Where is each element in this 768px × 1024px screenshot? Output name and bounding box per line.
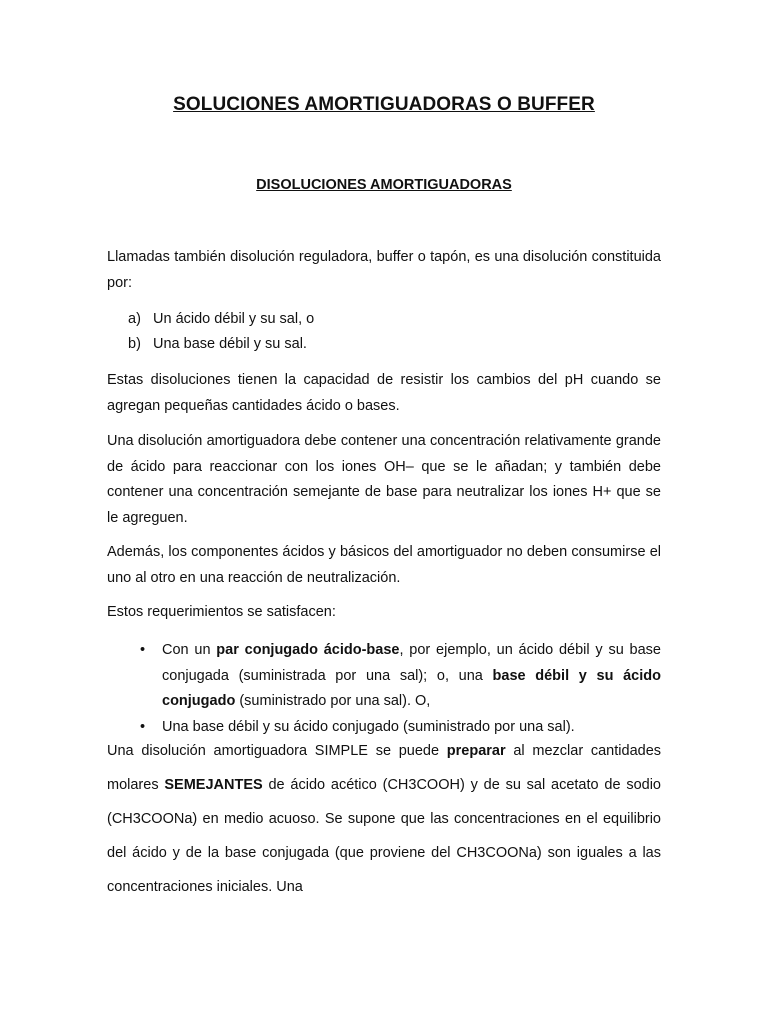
bullet-text: (suministrado por una sal). O, <box>235 693 431 709</box>
requirements-paragraph: Estos requerimientos se satisfacen: <box>107 604 336 620</box>
section-heading: DISOLUCIONES AMORTIGUADORAS <box>256 177 512 193</box>
paragraph-text: de ácido acético (CH3COOH) y de su sal acetato de sodio (CH3COONa) en medio acuoso. Se supone que las concentraciones en el equilibrio del ácido y de la base conjugada (que proviene del CH3COONa) son iguales a las concentraciones iniciales. Una <box>107 777 661 895</box>
document-title: SOLUCIONES AMORTIGUADORAS O BUFFER <box>173 94 595 115</box>
intro-paragraph: Llamadas también disolución reguladora, buffer o tapón, es una disolución constituida por: <box>107 249 661 291</box>
concentration-paragraph: Una disolución amortiguadora debe contener una concentración relativamente grande de ácido para reaccionar con los iones OH– que se le añadan; y también debe contener una concentración semejante de base para neutralizar los iones H+ que se le agreguen. <box>107 433 661 526</box>
list-item <box>128 307 648 332</box>
bullet-text: , por ejemplo, un ácido débil y su base conjugada (suministrada por una sal); o, una <box>162 642 661 684</box>
preparation-paragraph <box>107 734 661 904</box>
bullet-text: Una base débil y su ácido conjugado (suministrado por una sal). <box>162 718 575 735</box>
bullet-icon: • <box>140 718 146 735</box>
neutralization-paragraph: Además, los componentes ácidos y básicos del amortiguador no deben consumirse el uno al otro en una reacción de neutralización. <box>107 544 661 586</box>
capacity-paragraph: Estas disoluciones tienen la capacidad de resistir los cambios del pH cuando se agregan pequeñas cantidades ácido o bases. <box>107 372 661 414</box>
bullet-icon: • <box>140 642 146 658</box>
bullet-bold-text: par conjugado ácido-base <box>216 642 400 658</box>
list-item <box>128 332 648 357</box>
list-marker: a) <box>128 311 141 327</box>
alpha-list <box>128 307 648 357</box>
list-item-text: Una base débil y su sal. <box>153 336 307 352</box>
list-marker: b) <box>128 336 141 352</box>
bullet-text: Con un <box>162 642 217 658</box>
paragraph-bold-text: preparar <box>446 743 506 759</box>
list-item <box>138 638 661 715</box>
paragraph-text: Una disolución amortiguadora SIMPLE se puede <box>107 743 447 759</box>
bullet-list <box>138 638 661 740</box>
list-item-text: Un ácido débil y su sal, o <box>153 311 315 327</box>
bullet-bold-text: base débil y su ácido conjugado <box>162 667 661 709</box>
paragraph-text: al mezclar cantidades molares <box>107 743 662 793</box>
paragraph-bold-text: SEMEJANTES <box>164 777 263 793</box>
